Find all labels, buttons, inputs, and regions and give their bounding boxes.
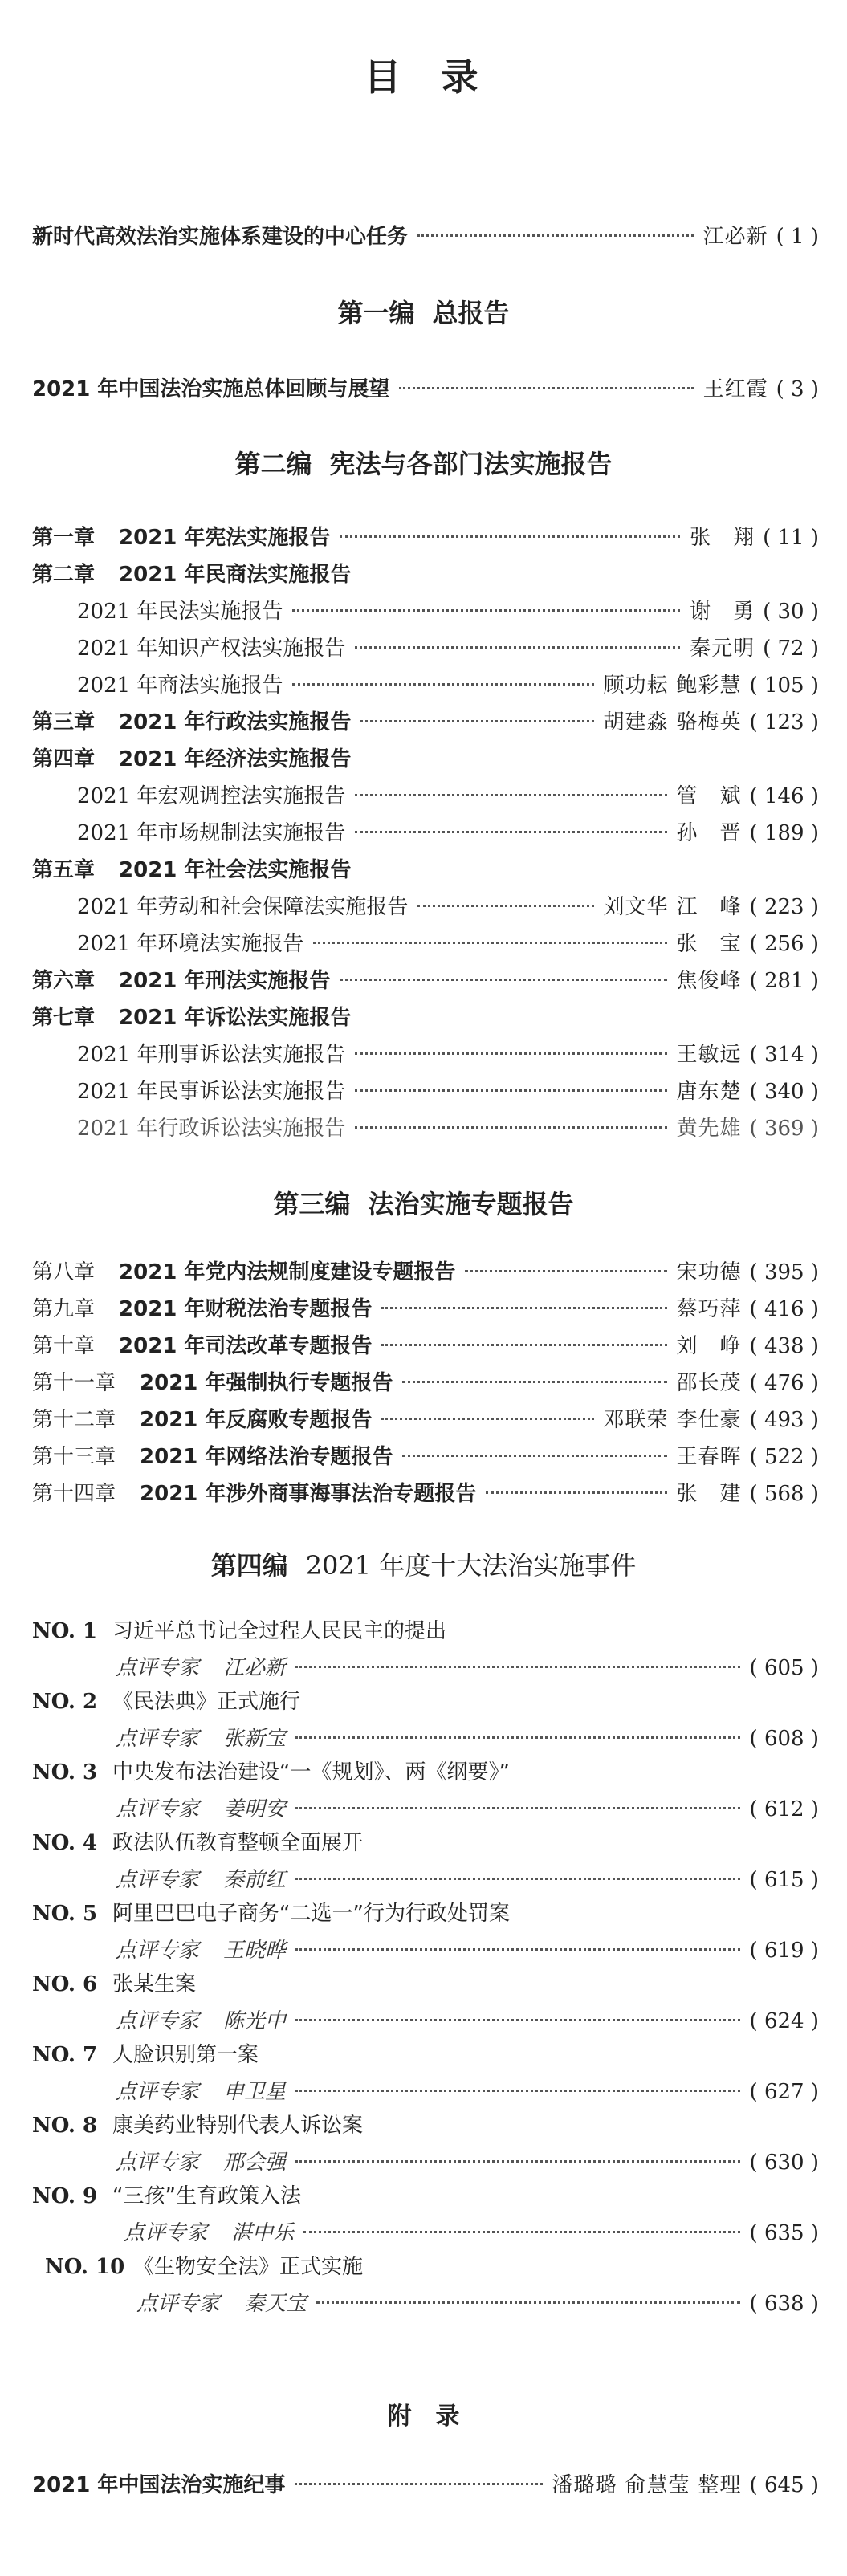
event-3[interactable] [32,1756,510,1789]
entry-page: ( 30 ) [763,600,819,624]
leader-dots [402,1381,666,1383]
event-title: 康美药业特别代表人诉讼案 [112,2114,364,2138]
entry-page: ( 223 ) [749,895,819,919]
toc-entry-ch2[interactable] [32,559,819,591]
expert-name: 江必新 [223,1656,287,1680]
toc-entry-ch3[interactable] [32,706,819,739]
entry-author: 张 翔 [690,526,755,550]
entry-page: ( 281 ) [749,969,819,993]
toc-entry-ch2-s3[interactable] [77,669,819,702]
entry-author: 王春晖 [676,1445,742,1469]
event-9-comment[interactable] [124,2217,819,2249]
entry-author: 孙 晋 [676,821,742,845]
leader-dots [399,387,693,389]
event-4[interactable] [32,1827,363,1859]
entry-author: 黄先雄 [676,1117,742,1141]
leader-dots [295,2483,542,2485]
entry-author: 胡建淼 [603,710,669,735]
chapter-title: 2021 年行政法实施报告 [119,710,352,735]
leader-dots [465,1270,666,1272]
event-5[interactable] [32,1898,510,1930]
section-title: 2021 年行政诉讼法实施报告 [77,1117,346,1141]
chapter-title: 2021 年宪法实施报告 [119,526,331,550]
entry-page: ( 1 ) [776,225,819,249]
expert-label: 点评专家 [116,1939,200,1963]
chapter-number: 第十二章 [32,1408,116,1432]
leader-dots [417,905,593,907]
chapter-title: 2021 年民商法实施报告 [119,563,352,587]
entry-author: 江必新 [702,225,768,249]
leader-dots [402,1455,666,1457]
entry-author: 潘璐璐 [552,2473,617,2497]
toc-entry-ch5-s1[interactable] [77,891,819,923]
leader-dots [295,2019,740,2021]
event-6[interactable] [32,1968,196,2000]
leader-dots [355,1052,666,1055]
entry-page: ( 72 ) [763,637,819,661]
event-5-comment[interactable] [116,1935,819,1967]
part-number: 第四编 [210,1550,288,1581]
section-title: 2021 年民事诉讼法实施报告 [77,1080,346,1104]
entry-page: ( 314 ) [749,1043,819,1067]
chapter-title: 2021 年党内法规制度建设专题报告 [119,1260,456,1284]
entry-page: ( 635 ) [749,2221,819,2245]
entry-page: ( 638 ) [749,2292,819,2316]
entry-author: 邓联荣 [603,1408,669,1432]
entry-page: ( 522 ) [749,1445,819,1469]
leader-dots [313,942,666,944]
chapter-number: 第十章 [32,1334,96,1358]
leader-dots [295,1878,740,1880]
entry-page: ( 3 ) [776,377,819,401]
leader-dots [355,1089,666,1092]
expert-name: 湛中乐 [231,2221,295,2245]
event-3-comment[interactable] [116,1793,819,1825]
toc-entry-ch7[interactable] [32,1002,819,1034]
entry-author: 王红霞 [702,377,768,401]
event-number: NO. 8 [32,2114,98,2138]
chapter-number: 第十一章 [32,1371,116,1395]
leader-dots [295,2160,740,2163]
chapter-number: 第一章 [32,526,96,550]
toc-entry-ch6[interactable] [32,965,819,997]
event-number: NO. 5 [32,1902,98,1926]
entry-title: 新时代高效法治实施体系建设的中心任务 [32,225,409,249]
section-title: 2021 年商法实施报告 [77,674,283,698]
entry-page: ( 608 ) [749,1727,819,1751]
entry-page: ( 493 ) [749,1408,819,1432]
toc-entry-ch14[interactable] [32,1478,819,1510]
toc-entry-ch4-s1[interactable] [77,780,819,812]
entry-page: ( 624 ) [749,2009,819,2033]
toc-entry-ch5[interactable] [32,854,819,886]
entry-page: ( 256 ) [749,932,819,956]
entry-author: 宋功德 [676,1260,742,1284]
entry-author: 张 建 [676,1482,742,1506]
expert-label: 点评专家 [116,1727,200,1751]
leader-dots [381,1307,666,1309]
section-title: 2021 年劳动和社会保障法实施报告 [77,895,409,919]
title-char-2: 录 [441,55,483,99]
leader-dots [355,646,680,649]
toc-entry-ch11[interactable] [32,1367,819,1399]
appendix-char-2: 录 [435,2403,460,2431]
leader-dots [360,720,593,722]
chapter-title: 2021 年司法改革专题报告 [119,1334,373,1358]
entry-page: ( 619 ) [749,1939,819,1963]
event-6-comment[interactable] [116,2005,819,2037]
expert-name: 秦天宝 [244,2292,307,2316]
part-title: 2021 年度十大法治实施事件 [305,1550,637,1581]
chapter-number: 第十四章 [32,1482,116,1506]
expert-name: 邢会强 [223,2151,287,2175]
entry-author: 蔡巧萍 [676,1297,742,1321]
event-title: 习近平总书记全过程人民民主的提出 [112,1619,447,1643]
toc-entry-ch8[interactable] [32,1256,819,1288]
section-title: 2021 年环境法实施报告 [77,932,304,956]
leader-dots [486,1491,666,1494]
expert-label: 点评专家 [124,2221,208,2245]
entry-title: 2021 年中国法治实施纪事 [32,2473,286,2497]
event-10-comment[interactable] [136,2288,819,2320]
leader-dots [340,535,680,538]
leader-dots [303,2231,740,2233]
leader-dots [417,234,694,237]
entry-page: ( 476 ) [749,1371,819,1395]
entry-page: ( 395 ) [749,1260,819,1284]
chapter-number: 第二章 [32,563,96,587]
part-number: 第二编 [234,449,312,479]
event-9[interactable] [32,2180,301,2212]
part-title: 总报告 [432,298,510,328]
event-8-comment[interactable] [116,2147,819,2179]
entry-author: 刘 峥 [676,1334,742,1358]
toc-entry-ch7-s2[interactable] [77,1076,819,1108]
part-4-heading [0,1545,847,1582]
entry-page: ( 416 ) [749,1297,819,1321]
part-title: 宪法与各部门法实施报告 [329,449,613,479]
event-number: NO. 2 [32,1690,98,1714]
chapter-number: 第五章 [32,858,96,882]
chapter-title: 2021 年涉外商事海事法治专题报告 [140,1482,477,1506]
leader-dots [295,1736,740,1739]
event-title: 政法队伍教育整顿全面展开 [112,1831,364,1855]
toc-entry-part1[interactable] [32,373,819,405]
leader-dots [295,2090,740,2092]
entry-author: 张 宝 [676,932,742,956]
entry-page: ( 11 ) [763,526,819,550]
toc-entry-ch2-s1[interactable] [77,596,819,628]
chapter-number: 第八章 [32,1260,96,1284]
toc-entry-ch4-s2[interactable] [77,817,819,849]
entry-page: ( 615 ) [749,1868,819,1892]
event-title: 人脸识别第一案 [112,2043,259,2067]
leader-dots [295,1948,740,1951]
chapter-title: 2021 年社会法实施报告 [119,858,352,882]
chapter-title: 2021 年网络法治专题报告 [140,1445,393,1469]
entry-author: 江 峰 [676,895,742,919]
event-2[interactable] [32,1686,300,1718]
entry-author: 李仕豪 [676,1408,742,1432]
page-title [0,48,847,101]
toc-entry-ch13[interactable] [32,1441,819,1473]
toc-entry-ch10[interactable] [32,1330,819,1362]
entry-page: ( 645 ) [749,2473,819,2497]
chapter-number: 第四章 [32,747,96,771]
event-number: NO. 10 [45,2255,125,2279]
entry-page: ( 605 ) [749,1656,819,1680]
event-number: NO. 3 [32,1760,98,1784]
event-7[interactable] [32,2039,259,2071]
event-number: NO. 4 [32,1831,98,1855]
event-7-comment[interactable] [116,2076,819,2108]
entry-page: ( 146 ) [749,784,819,808]
toc-entry-appendix[interactable] [32,2469,819,2501]
section-title: 2021 年民法实施报告 [77,600,283,624]
event-1-comment[interactable] [116,1652,819,1684]
expert-name: 秦前红 [223,1868,287,1892]
entry-page: ( 340 ) [749,1080,819,1104]
expert-label: 点评专家 [116,1656,200,1680]
entry-page: ( 627 ) [749,2080,819,2104]
leader-dots [295,1807,740,1809]
event-number: NO. 9 [32,2184,98,2208]
entry-page: ( 438 ) [749,1334,819,1358]
entry-author: 刘文华 [603,895,669,919]
title-char-1: 目 [364,55,406,99]
chapter-number: 第六章 [32,969,96,993]
event-title: 阿里巴巴电子商务“二选一”行为行政处罚案 [112,1902,510,1926]
entry-author: 管 斌 [676,784,742,808]
entry-title: 2021 年中国法治实施总体回顾与展望 [32,377,390,401]
part-2-heading [0,444,847,481]
leader-dots [355,1126,666,1129]
entry-author: 秦元明 [690,637,755,661]
entry-page: ( 105 ) [749,674,819,698]
part-1-heading [0,293,847,330]
leader-dots [292,609,680,612]
expert-name: 申卫星 [223,2080,287,2104]
chapter-number: 第十三章 [32,1445,116,1469]
section-title: 2021 年宏观调控法实施报告 [77,784,346,808]
chapter-title: 2021 年刑法实施报告 [119,969,331,993]
event-4-comment[interactable] [116,1864,819,1896]
entry-page: ( 123 ) [749,710,819,735]
toc-entry-ch12[interactable] [32,1404,819,1436]
event-number: NO. 6 [32,1972,98,1996]
chapter-title: 2021 年强制执行专题报告 [140,1371,393,1395]
part-number: 第一编 [337,298,415,328]
event-number: NO. 1 [32,1619,98,1643]
entry-author: 鲍彩慧 [676,674,742,698]
chapter-number: 第三章 [32,710,96,735]
entry-author: 顾功耘 [603,674,669,698]
event-number: NO. 7 [32,2043,98,2067]
toc-entry-ch2-s2[interactable] [77,633,819,665]
event-1[interactable] [32,1615,446,1647]
leader-dots [381,1344,666,1346]
leader-dots [340,979,666,981]
part-title: 法治实施专题报告 [368,1189,574,1219]
chapter-number: 第九章 [32,1297,96,1321]
event-title: 《生物安全法》正式实施 [133,2255,364,2279]
entry-author: 王敏远 [676,1043,742,1067]
chapter-title: 2021 年反腐败专题报告 [140,1408,373,1432]
event-title: 《民法典》正式施行 [112,1690,301,1714]
toc-entry-intro[interactable] [32,221,819,253]
toc-entry-ch9[interactable] [32,1293,819,1325]
section-title: 2021 年市场规制法实施报告 [77,821,346,845]
chapter-number: 第七章 [32,1006,96,1030]
expert-name: 姜明安 [223,1797,287,1821]
part-3-heading [0,1184,847,1221]
leader-dots [381,1418,593,1420]
expert-label: 点评专家 [116,1797,200,1821]
entry-author: 唐东楚 [676,1080,742,1104]
expert-label: 点评专家 [116,2009,200,2033]
leader-dots [316,2301,740,2304]
entry-page: ( 612 ) [749,1797,819,1821]
entry-page: ( 630 ) [749,2151,819,2175]
section-title: 2021 年刑事诉讼法实施报告 [77,1043,346,1067]
event-title: “三孩”生育政策入法 [112,2184,301,2208]
event-8[interactable] [32,2110,363,2142]
expert-name: 王晓晔 [223,1939,287,1963]
toc-entry-ch4[interactable] [32,743,819,775]
event-2-comment[interactable] [116,1723,819,1755]
entry-note: 整理 [698,2473,742,2497]
chapter-title: 2021 年诉讼法实施报告 [119,1006,352,1030]
event-title: 张某生案 [112,1972,197,1996]
entry-author: 谢 勇 [690,600,755,624]
expert-label: 点评专家 [116,2080,200,2104]
chapter-title: 2021 年经济法实施报告 [119,747,352,771]
section-title: 2021 年知识产权法实施报告 [77,637,346,661]
expert-label: 点评专家 [116,1868,200,1892]
expert-name: 张新宝 [223,1727,287,1751]
entry-author: 骆梅英 [676,710,742,735]
leader-dots [355,831,666,833]
appendix-char-1: 附 [387,2403,412,2431]
expert-label: 点评专家 [136,2292,221,2316]
expert-label: 点评专家 [116,2151,200,2175]
expert-name: 陈光中 [223,2009,287,2033]
leader-dots [292,683,593,686]
event-10[interactable] [45,2251,363,2283]
event-title: 中央发布法治建设“一《规划》、两《纲要》” [112,1760,510,1784]
entry-author: 邵长茂 [676,1371,742,1395]
chapter-title: 2021 年财税法治专题报告 [119,1297,373,1321]
entry-page: ( 189 ) [749,821,819,845]
toc-entry-ch7-s3[interactable] [77,1113,819,1145]
leader-dots [295,1666,740,1668]
toc-entry-ch5-s2[interactable] [77,928,819,960]
toc-entry-ch7-s1[interactable] [77,1039,819,1071]
entry-page: ( 369 ) [749,1117,819,1141]
leader-dots [355,794,666,796]
appendix-heading [0,2396,847,2432]
entry-page: ( 568 ) [749,1482,819,1506]
toc-entry-ch1[interactable] [32,522,819,554]
entry-author: 俞慧莹 [625,2473,690,2497]
entry-author: 焦俊峰 [676,969,742,993]
part-number: 第三编 [273,1189,351,1219]
